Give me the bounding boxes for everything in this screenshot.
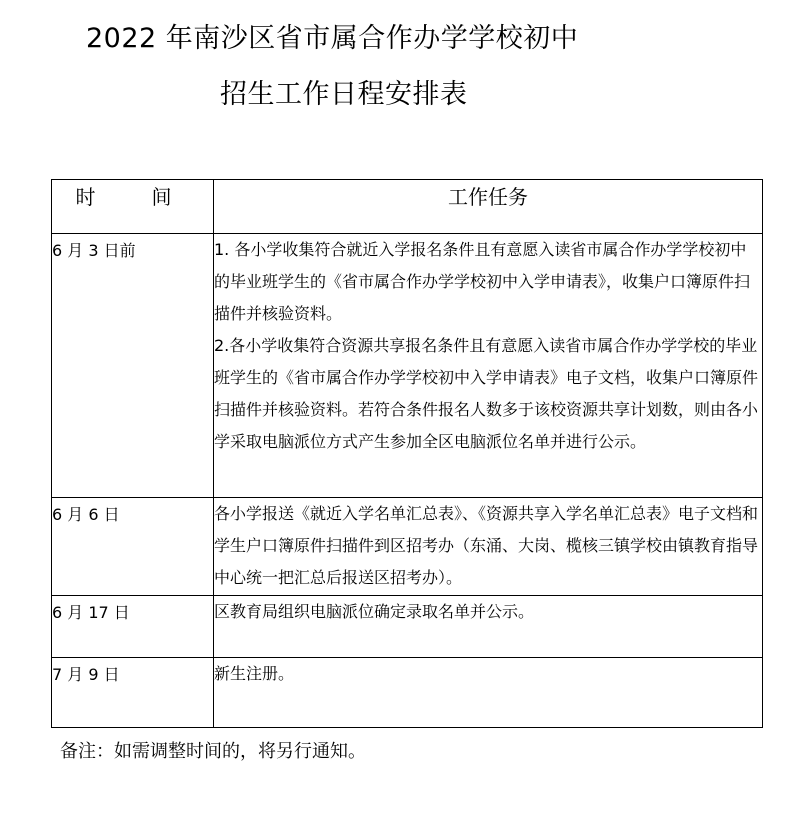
row-tasks	[214, 498, 763, 596]
table-row	[52, 658, 763, 728]
task-item: 新生注册。	[214, 664, 295, 683]
task-item: 2.各小学收集符合资源共享报名条件且有意愿入读省市属合作办学学校的毕业班学生的《省市属合作办学学校初中入学申请表》电子文档，收集户口簿原件扫描件并核验资料。若符合条件报名人数多于该校资源共享计划数，则由各小学采取电脑派位方式产生参加全区电脑派位名单并进行公示。	[214, 336, 759, 451]
title-line-1: 2022 年南沙区省市属合作办学学校初中	[86, 23, 579, 54]
row-date: 6 月 17 日	[52, 596, 214, 658]
table-row	[52, 234, 763, 498]
row-date: 6 月 6 日	[52, 498, 214, 596]
task-item: 1. 各小学收集符合就近入学报名条件且有意愿入读省市属合作办学学校初中的毕业班学生的《省市属合作办学学校初中入学申请表》，收集户口簿原件扫描件并核验资料。	[214, 240, 751, 323]
table-header-row	[52, 180, 763, 234]
schedule-table	[51, 179, 763, 728]
header-task: 工作任务	[214, 180, 763, 234]
task-item: 各小学报送《就近入学名单汇总表》、《资源共享入学名单汇总表》电子文档和学生户口簿原件扫描件到区招考办（东涌、大岗、榄核三镇学校由镇教育指导中心统一把汇总后报送区招考办）。	[214, 504, 759, 587]
header-time: 时 间	[52, 180, 214, 234]
row-date: 6 月 3 日前	[52, 234, 214, 498]
task-item: 区教育局组织电脑派位确定录取名单并公示。	[214, 602, 535, 621]
row-tasks	[214, 596, 763, 658]
row-date: 7 月 9 日	[52, 658, 214, 728]
row-tasks	[214, 234, 763, 498]
table-row	[52, 498, 763, 596]
table-row	[52, 596, 763, 658]
title-line-2: 招生工作日程安排表	[220, 79, 468, 110]
footnote: 备注：如需调整时间的，将另行通知。	[60, 741, 366, 762]
row-tasks	[214, 658, 763, 728]
